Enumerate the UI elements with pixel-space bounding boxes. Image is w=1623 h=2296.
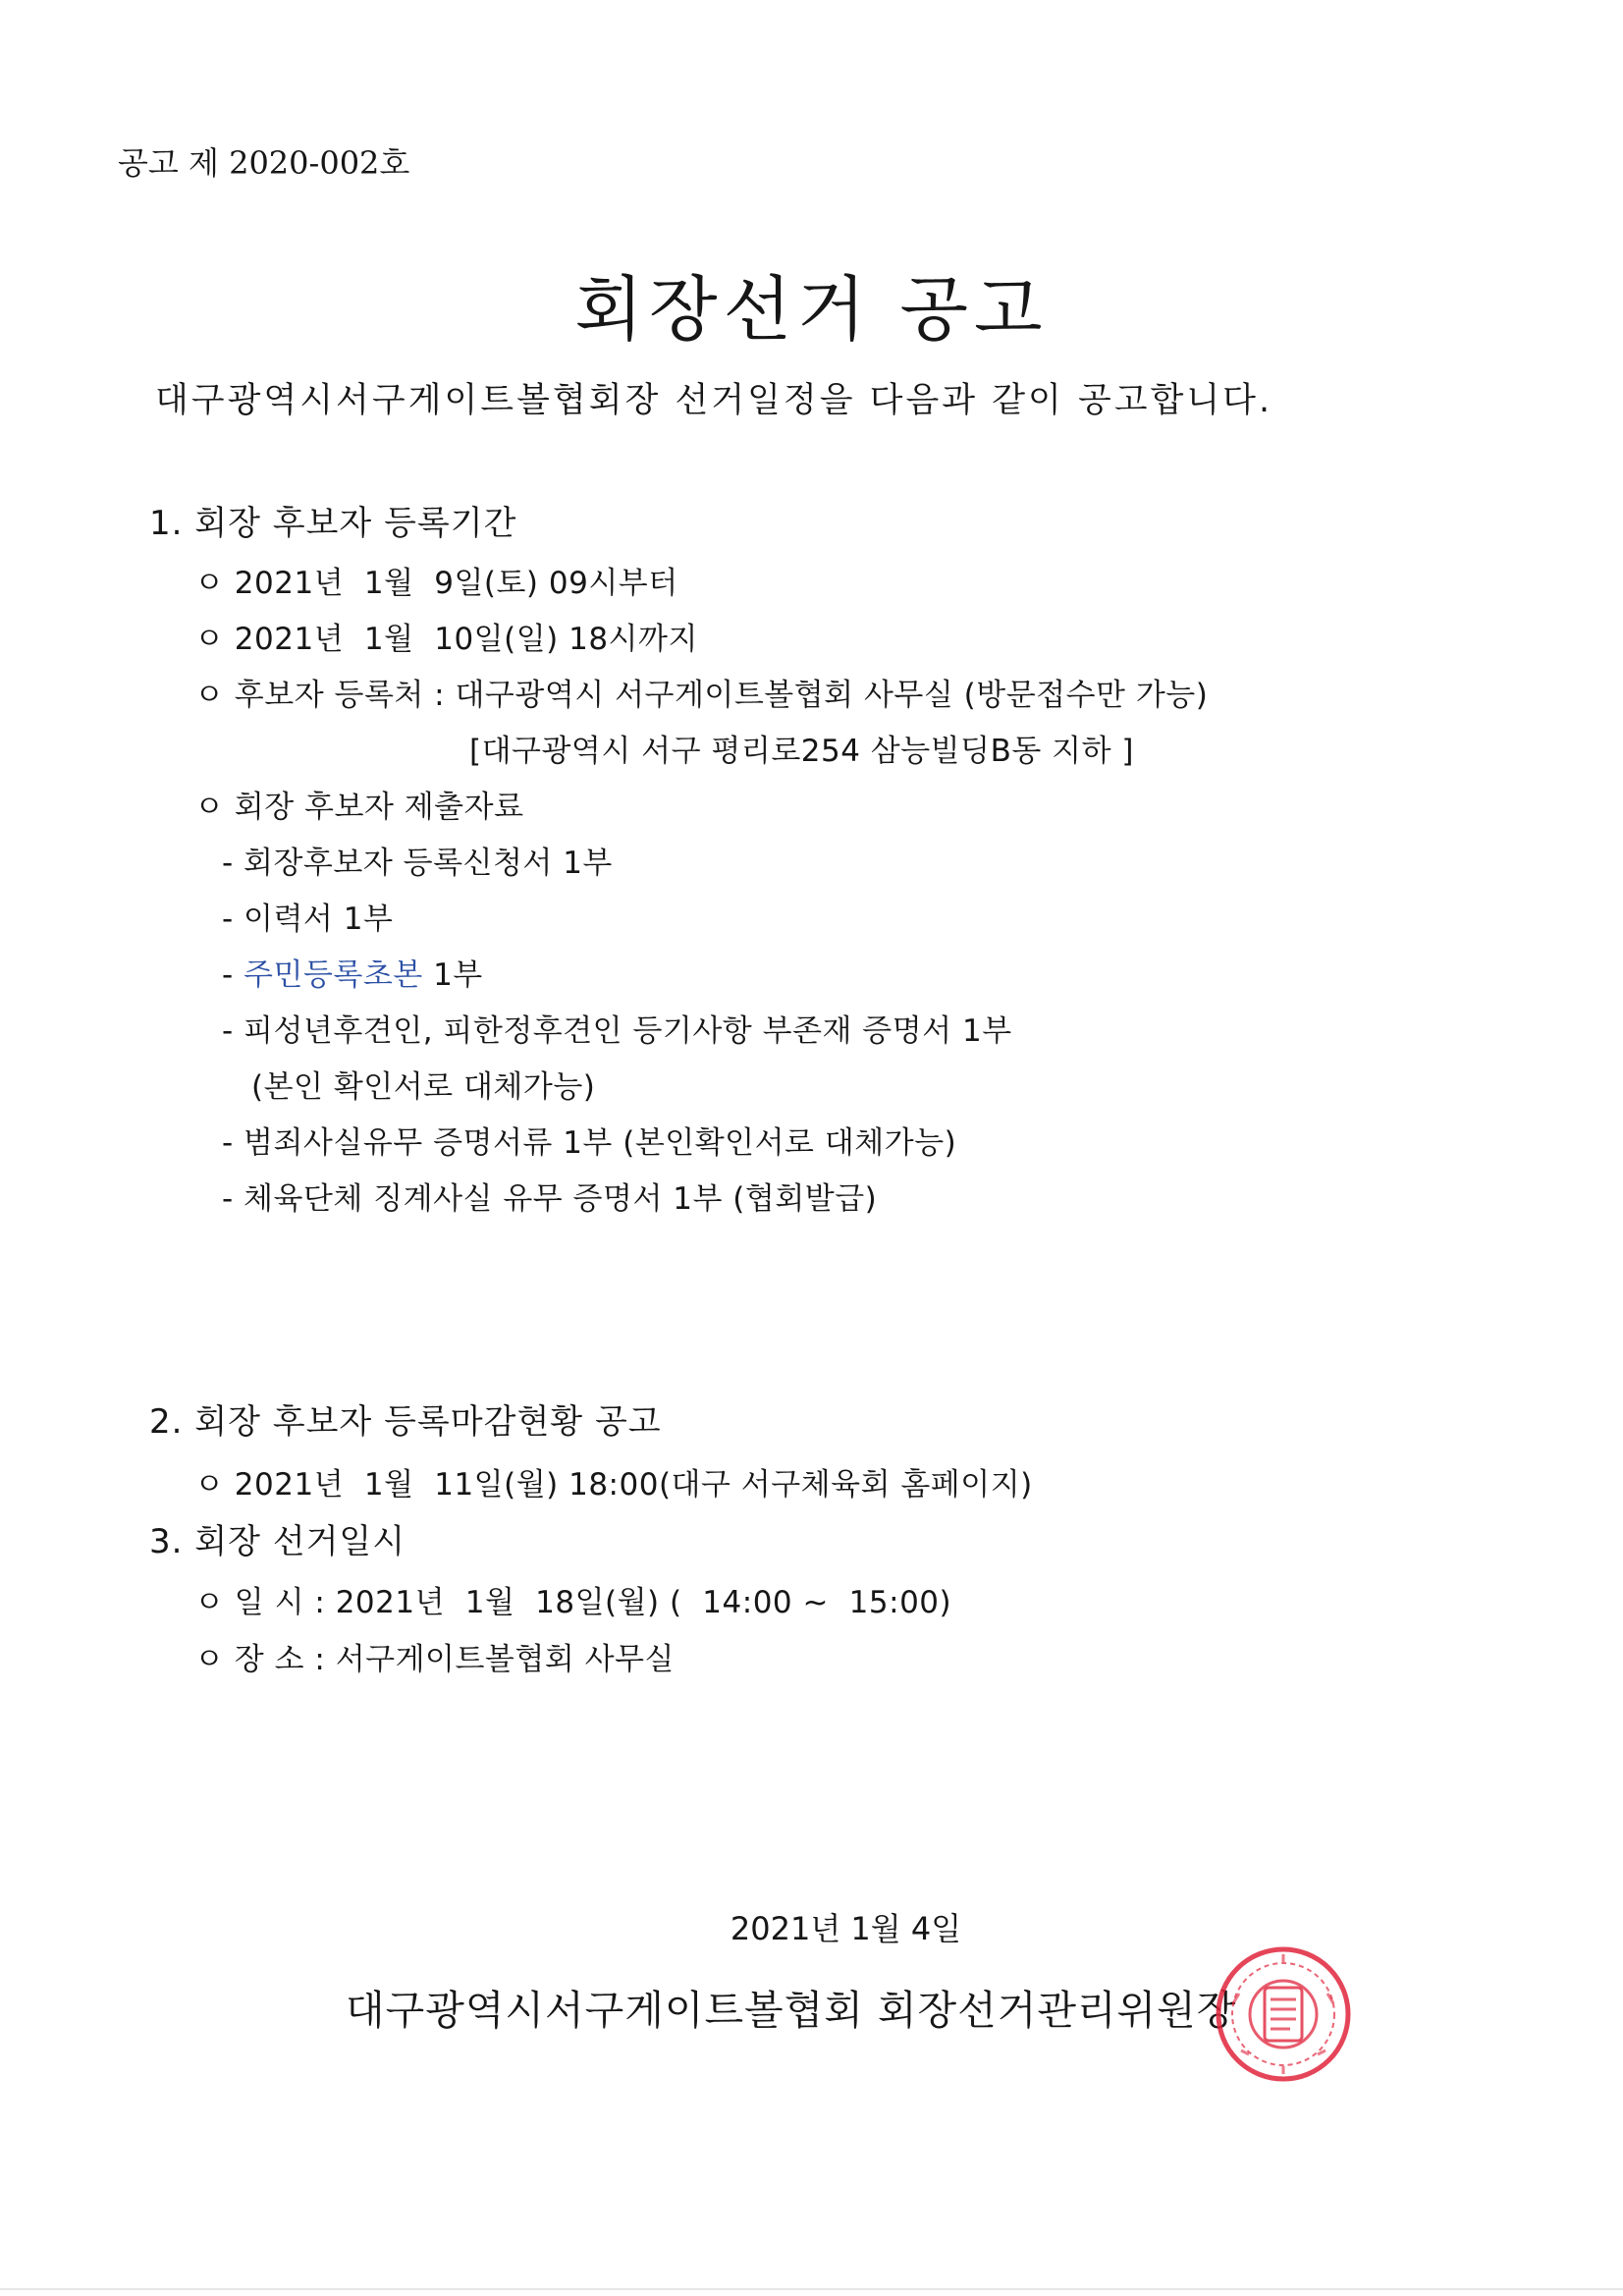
- doc-item-prefix: -: [222, 957, 244, 993]
- issue-date: 2021년 1월 4일: [730, 1910, 962, 1947]
- doc-item-guardianship: - 피성년후견인, 피한정후견인 등기사항 부존재 증명서 1부: [222, 1013, 1012, 1049]
- doc-item-disciplinary: - 체육단체 징계사실 유무 증명서 1부 (협회발급): [222, 1181, 878, 1217]
- resident-abstract-link[interactable]: 주민등록초본: [243, 957, 423, 993]
- doc-item-suffix: 1부: [422, 957, 483, 993]
- section-2-heading: 2. 회장 후보자 등록마감현황 공고: [149, 1402, 662, 1442]
- doc-item-application: - 회장후보자 등록신청서 1부: [222, 846, 613, 881]
- required-docs-heading: ㅇ 회장 후보자 제출자료: [194, 790, 524, 825]
- official-seal-icon: [1214, 1944, 1353, 2084]
- page-title: 회장선거 공고: [574, 268, 1049, 352]
- registration-end: ㅇ 2021년 1월 10일(일) 18시까지: [194, 622, 698, 657]
- election-datetime: ㅇ 일 시 : 2021년 1월 18일(월) ( 14:00 ~ 15:00): [194, 1585, 952, 1620]
- election-place: ㅇ 장 소 : 서구게이트볼협회 사무실: [194, 1642, 675, 1677]
- doc-item-guardianship-note: (본인 확인서로 대체가능): [251, 1069, 596, 1105]
- issuer-name: 대구광역시서구게이트볼협회 회장선거관리위원장: [346, 1987, 1237, 2034]
- closing-announcement: ㅇ 2021년 1월 11일(월) 18:00(대구 서구체육회 홈페이지): [194, 1467, 1033, 1503]
- section-1-heading: 1. 회장 후보자 등록기간: [149, 504, 517, 543]
- notice-number: 공고 제 2020-002호: [118, 144, 410, 182]
- section-3-heading: 3. 회장 선거일시: [149, 1522, 406, 1561]
- registration-place: ㅇ 후보자 등록처 : 대구광역시 서구게이트볼협회 사무실 (방문접수만 가능): [194, 678, 1209, 713]
- registration-start: ㅇ 2021년 1월 9일(토) 09시부터: [194, 566, 678, 601]
- doc-item-criminal-record: - 범죄사실유무 증명서류 1부 (본인확인서로 대체가능): [222, 1125, 957, 1161]
- registration-address: [대구광역시 서구 평리로254 삼능빌딩B동 지하 ]: [469, 734, 1134, 769]
- doc-item-resident-abstract: [222, 956, 483, 995]
- doc-item-resume: - 이력서 1부: [222, 902, 394, 937]
- bottom-divider: [0, 2288, 1623, 2290]
- intro-text: 대구광역시서구게이트볼협회장 선거일정을 다음과 같이 공고합니다.: [155, 381, 1273, 420]
